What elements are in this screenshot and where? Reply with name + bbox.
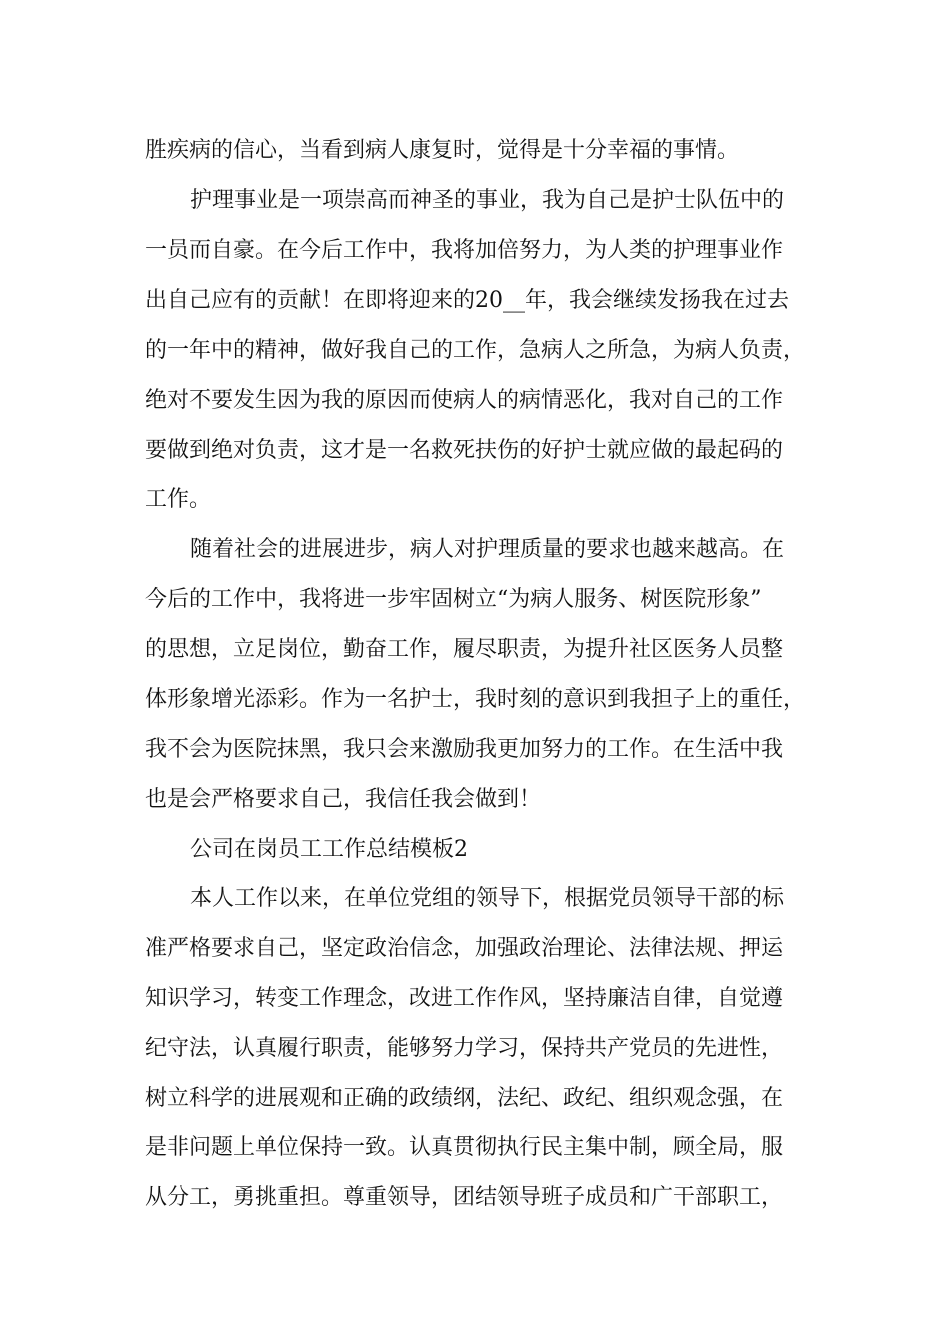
text-line: 出自己应有的贡献！在即将迎来的20__年，我会继续发扬我在过去 (145, 288, 789, 313)
text-line: 绝对不要发生因为我的原因而使病人的病情恶化，我对自己的工作 (145, 388, 784, 413)
text-line: 一员而自豪。在今后工作中，我将加倍努力，为人类的护理事业作 (145, 238, 784, 263)
text-line: 也是会严格要求自己，我信任我会做到！ (145, 787, 542, 812)
text-line: 知识学习，转变工作理念，改进工作作风，坚持廉洁自律，自觉遵 (145, 986, 784, 1011)
text-line: 的思想，立足岗位，勤奋工作，履尽职责，为提升社区医务人员整 (145, 637, 784, 662)
text-line: 今后的工作中，我将进一步牢固树立“为病人服务、树医院形象” (145, 587, 762, 612)
text-line: 树立科学的进展观和正确的政绩纲，法纪、政纪、组织观念强，在 (145, 1086, 784, 1111)
paragraph-start-line: 本人工作以来，在单位党组的领导下，根据党员领导干部的标 (190, 886, 785, 911)
text-line: 要做到绝对负责，这才是一名救死扶伤的好护士就应做的最起码的 (145, 438, 784, 463)
paragraph-start-line: 护理事业是一项崇高而神圣的事业，我为自己是护士队伍中的 (190, 188, 785, 213)
text-line: 我不会为医院抹黑，我只会来激励我更加努力的工作。在生活中我 (145, 737, 784, 762)
text-line: 从分工，勇挑重担。尊重领导，团结领导班子成员和广干部职工， (145, 1185, 784, 1210)
text-line: 准严格要求自己，坚定政治信念，加强政治理论、法律法规、押运 (145, 936, 784, 961)
text-line: 体形象增光添彩。作为一名护士，我时刻的意识到我担子上的重任， (145, 687, 806, 712)
text-line: 是非问题上单位保持一致。认真贯彻执行民主集中制，顾全局，服 (145, 1135, 784, 1160)
text-line: 工作。 (145, 487, 212, 512)
text-line: 纪守法，认真履行职责，能够努力学习，保持共产党员的先进性， (145, 1036, 784, 1061)
paragraph-start-line: 随着社会的进展进步，病人对护理质量的要求也越来越高。在 (190, 537, 785, 562)
section-heading: 公司在岗员工工作总结模板2 (190, 837, 468, 862)
text-line: 的一年中的精神，做好我自己的工作，急病人之所急，为病人负责， (145, 338, 806, 363)
text-line: 胜疾病的信心，当看到病人康复时，觉得是十分幸福的事情。 (145, 138, 740, 163)
